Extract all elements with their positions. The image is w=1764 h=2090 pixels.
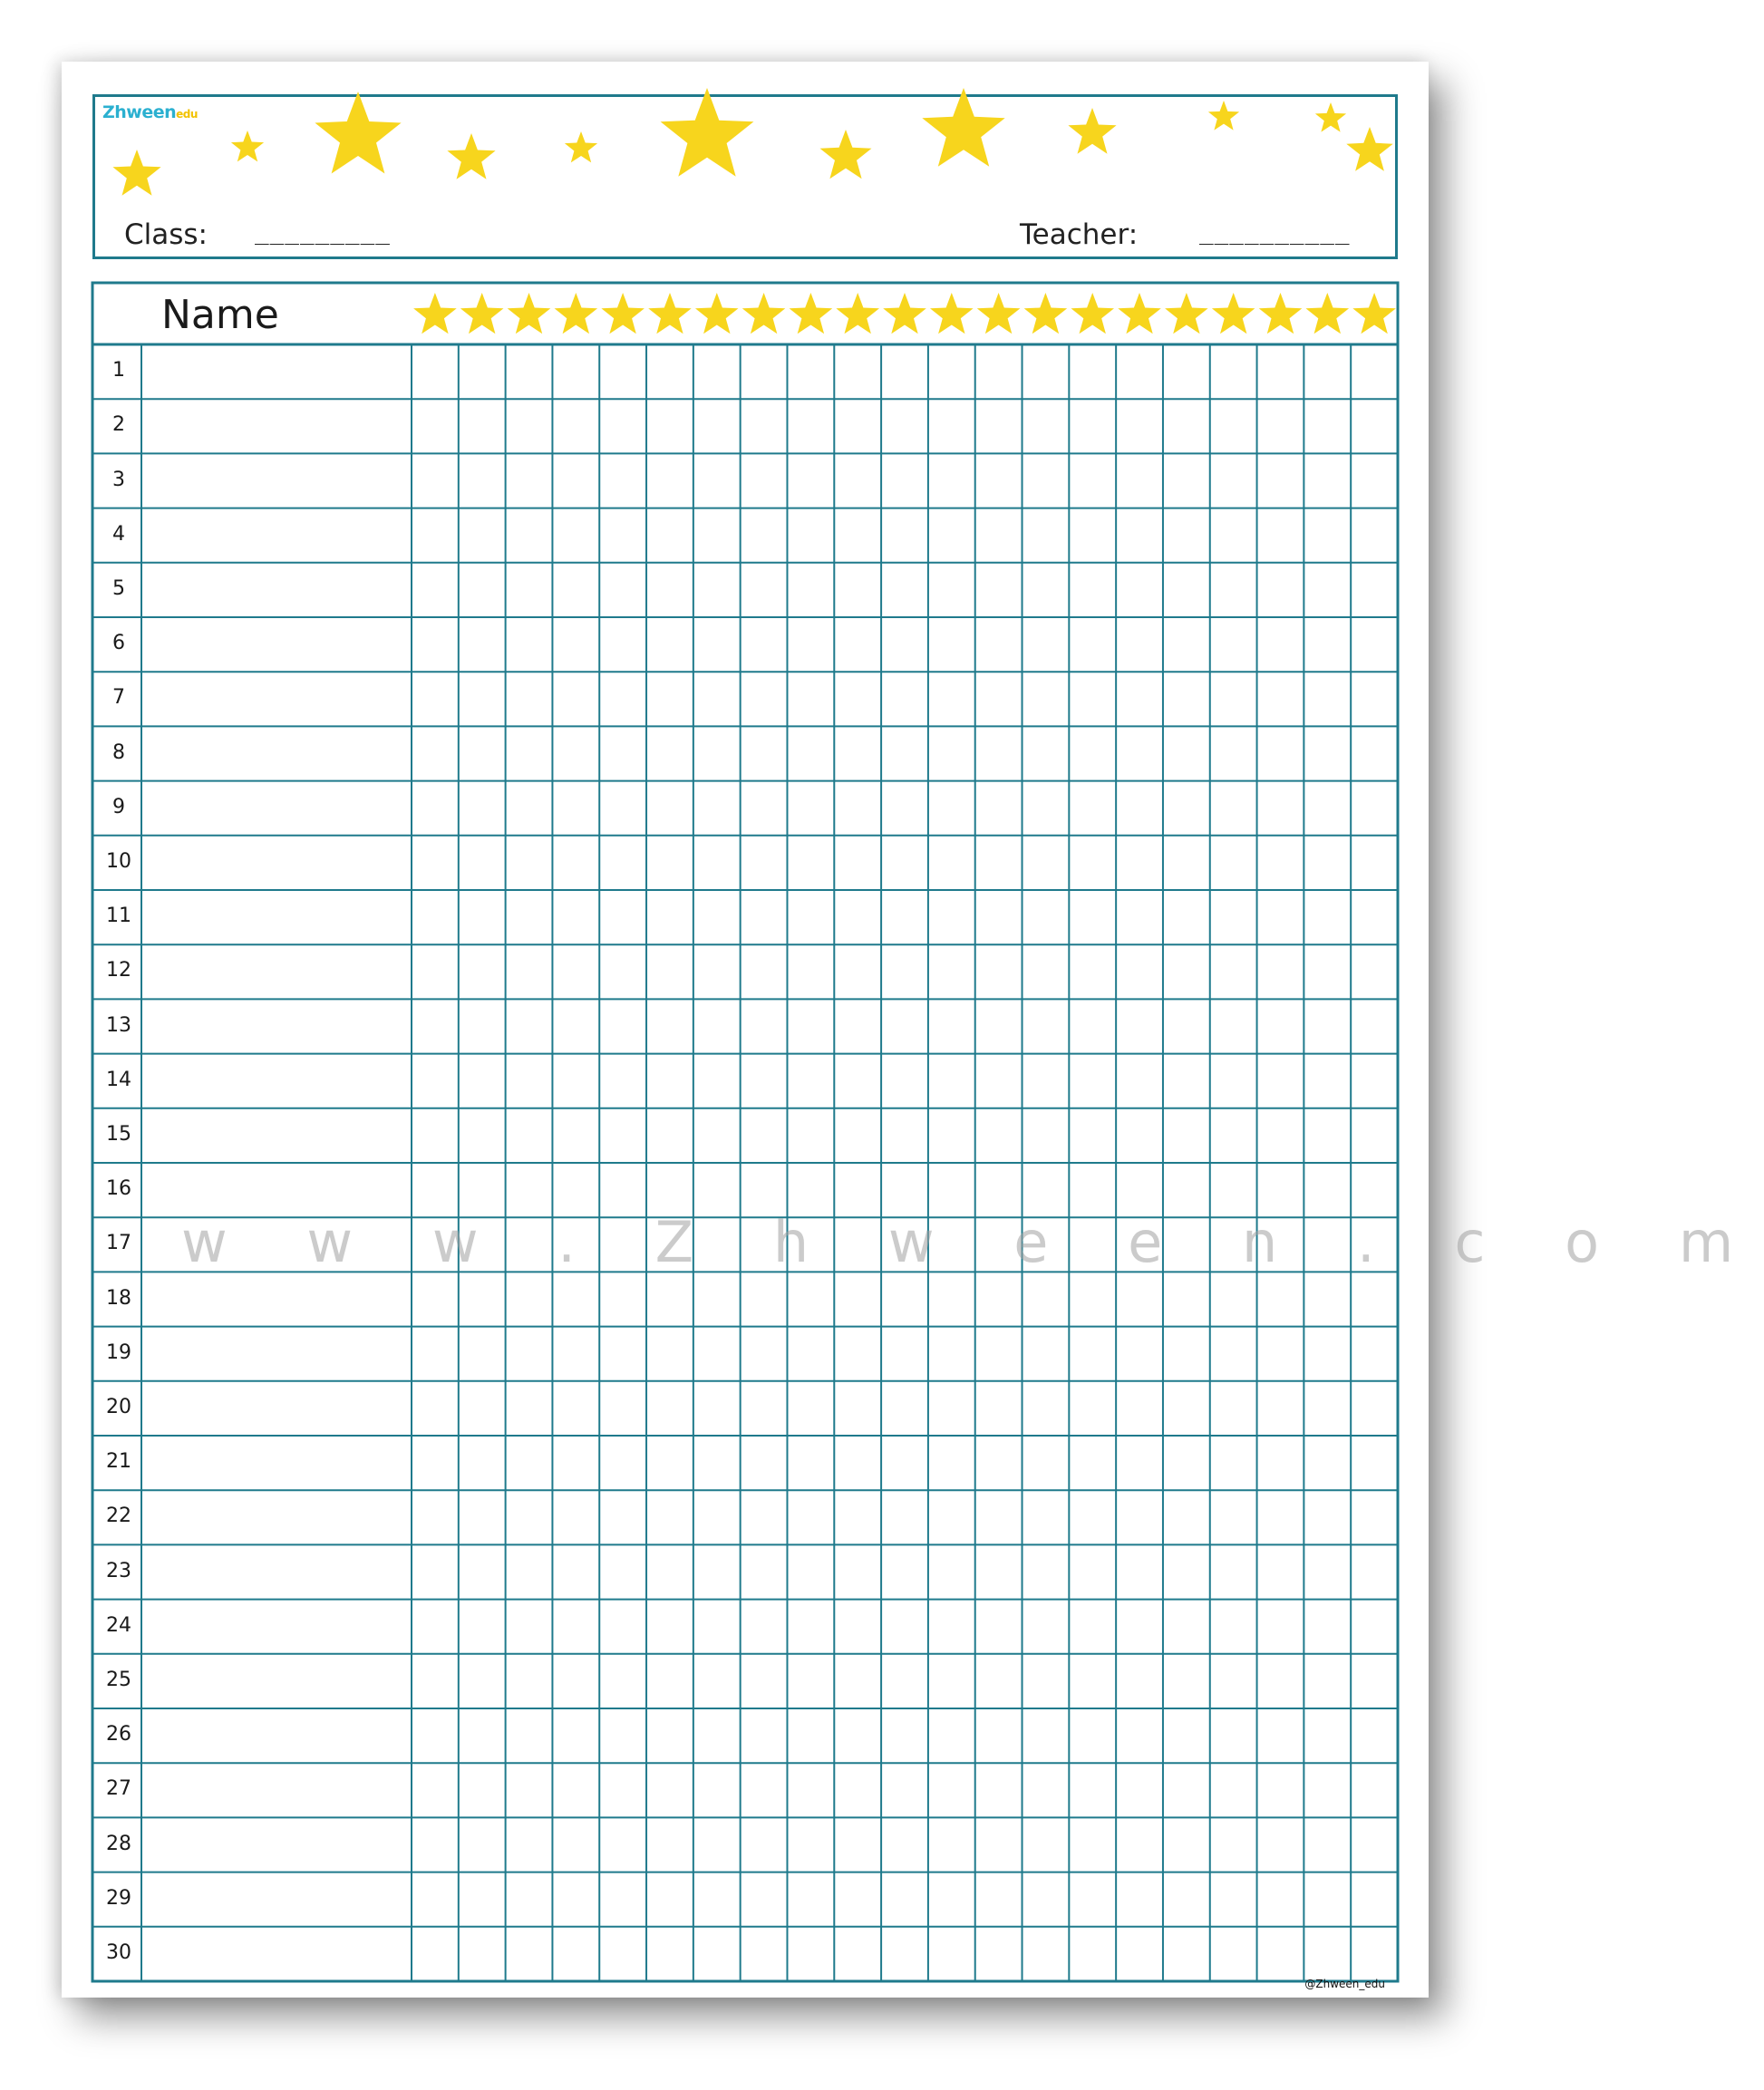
row-number: 17 — [106, 1232, 131, 1255]
column-star-icon — [977, 293, 1021, 334]
row-number: 14 — [106, 1068, 131, 1091]
row-number: 10 — [106, 849, 131, 873]
column-star-icon — [883, 293, 926, 334]
grid-border — [92, 283, 1398, 1981]
row-number: 1 — [112, 359, 125, 382]
row-number: 23 — [106, 1559, 131, 1582]
name-column-header: Name — [161, 292, 279, 338]
column-star-icon — [1118, 293, 1161, 334]
class-label: Class: — [124, 218, 208, 251]
column-star-icon — [508, 293, 551, 334]
column-star-icon — [695, 293, 739, 334]
row-number: 11 — [106, 905, 131, 928]
row-number: 30 — [106, 1940, 131, 1964]
column-star-icon — [1165, 293, 1208, 334]
teacher-blank-line[interactable]: __________ — [1199, 218, 1351, 246]
column-star-icon — [930, 293, 974, 334]
row-number: 12 — [106, 959, 131, 982]
column-star-icon — [460, 293, 504, 334]
row-number: 28 — [106, 1832, 131, 1855]
class-blank-line[interactable]: _________ — [255, 218, 391, 246]
tracking-grid — [62, 62, 1429, 1998]
row-number: 18 — [106, 1286, 131, 1310]
credit-text: @Zhween_edu — [1304, 1978, 1385, 1990]
row-number: 22 — [106, 1505, 131, 1528]
row-number: 20 — [106, 1395, 131, 1418]
column-star-icon — [1352, 293, 1396, 334]
column-star-icon — [790, 293, 833, 334]
worksheet-page — [62, 62, 1764, 1998]
row-number: 16 — [106, 1177, 131, 1201]
column-star-icon — [413, 293, 457, 334]
row-number: 2 — [112, 413, 125, 437]
row-number: 8 — [112, 740, 125, 764]
row-number: 13 — [106, 1013, 131, 1037]
column-star-icon — [1306, 293, 1350, 334]
row-number: 29 — [106, 1886, 131, 1910]
row-number: 19 — [106, 1340, 131, 1364]
column-star-icon — [1024, 293, 1068, 334]
column-star-icon — [601, 293, 645, 334]
column-star-icon — [742, 293, 786, 334]
logo: Zhweenedu — [102, 102, 198, 122]
column-star-icon — [648, 293, 692, 334]
row-number: 25 — [106, 1668, 131, 1691]
row-number: 27 — [106, 1777, 131, 1801]
watermark: w w w . Z h w e e n . c o m — [181, 1209, 1764, 1275]
row-number: 7 — [112, 686, 125, 710]
column-star-icon — [1071, 293, 1115, 334]
teacher-label: Teacher: — [1020, 218, 1139, 251]
column-star-icon — [1259, 293, 1303, 334]
row-number: 15 — [106, 1122, 131, 1146]
column-star-icon — [555, 293, 598, 334]
row-number: 6 — [112, 632, 125, 655]
column-star-icon — [836, 293, 879, 334]
row-number: 26 — [106, 1723, 131, 1747]
row-number: 4 — [112, 522, 125, 546]
row-number: 3 — [112, 468, 125, 491]
row-number: 5 — [112, 576, 125, 600]
row-number: 24 — [106, 1613, 131, 1637]
row-number: 21 — [106, 1450, 131, 1474]
row-number: 9 — [112, 795, 125, 818]
column-star-icon — [1212, 293, 1255, 334]
